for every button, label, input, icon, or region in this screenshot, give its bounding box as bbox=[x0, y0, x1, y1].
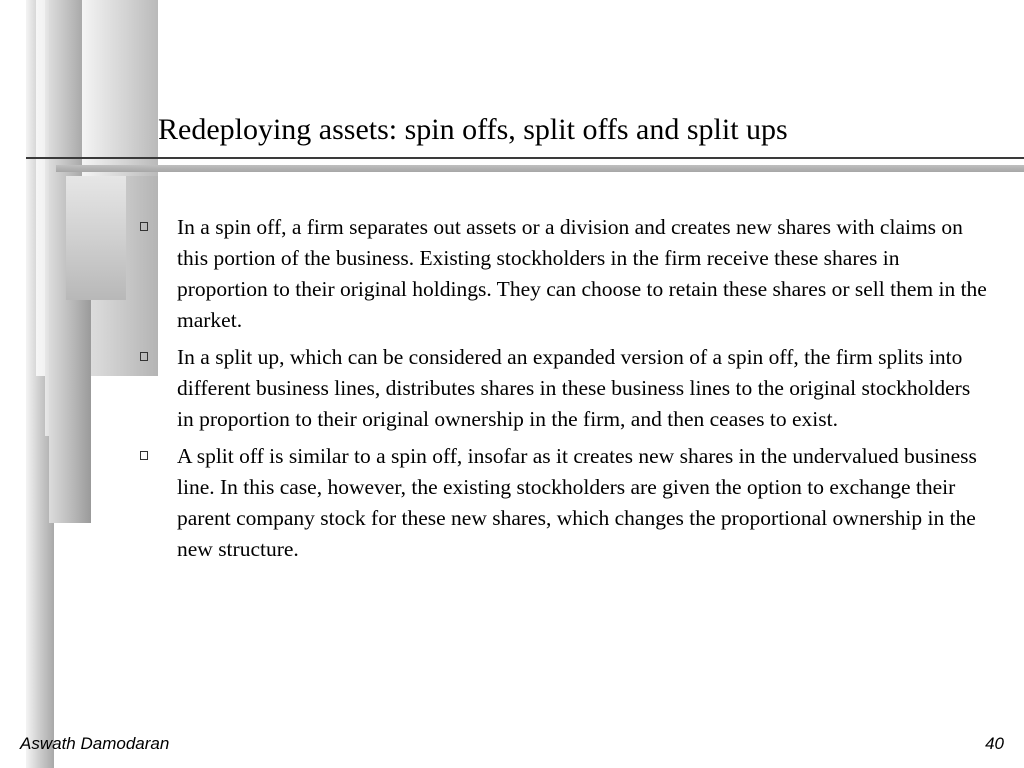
bullet-item bbox=[140, 342, 990, 435]
square-bullet-icon bbox=[140, 222, 148, 231]
footer-author: Aswath Damodaran bbox=[20, 734, 170, 753]
decorative-bar bbox=[66, 176, 126, 300]
page-number: 40 bbox=[985, 734, 1004, 753]
slide-title: Redeploying assets: spin offs, split offs and split ups bbox=[158, 113, 788, 146]
bullet-item bbox=[140, 212, 990, 336]
bullet-item bbox=[140, 441, 990, 565]
bullet-text: In a spin off, a firm separates out assets or a division and creates new shares with claims on this portion of the business. Existing stockholders in the firm receive these shares in proportion to their original holdings. They can choose to retain these shares or sell them in the market. bbox=[177, 215, 987, 332]
bullet-list bbox=[140, 212, 990, 571]
title-divider bbox=[26, 157, 1024, 159]
decorative-bar bbox=[82, 0, 158, 176]
bullet-text: A split off is similar to a spin off, insofar as it creates new shares in the undervalued business line. In this case, however, the existing stockholders are given the option to exchange their parent company stock for these new shares, which changes the proportional ownership in the new structure. bbox=[177, 444, 977, 561]
square-bullet-icon bbox=[140, 352, 148, 361]
title-divider-shadow bbox=[56, 165, 1024, 172]
bullet-text: In a split up, which can be considered an expanded version of a spin off, the firm splits into different business lines, distributes shares in these business lines to the original stockholders in proportion to their original ownership in the firm, and then ceases to exist. bbox=[177, 345, 971, 431]
square-bullet-icon bbox=[140, 451, 148, 460]
